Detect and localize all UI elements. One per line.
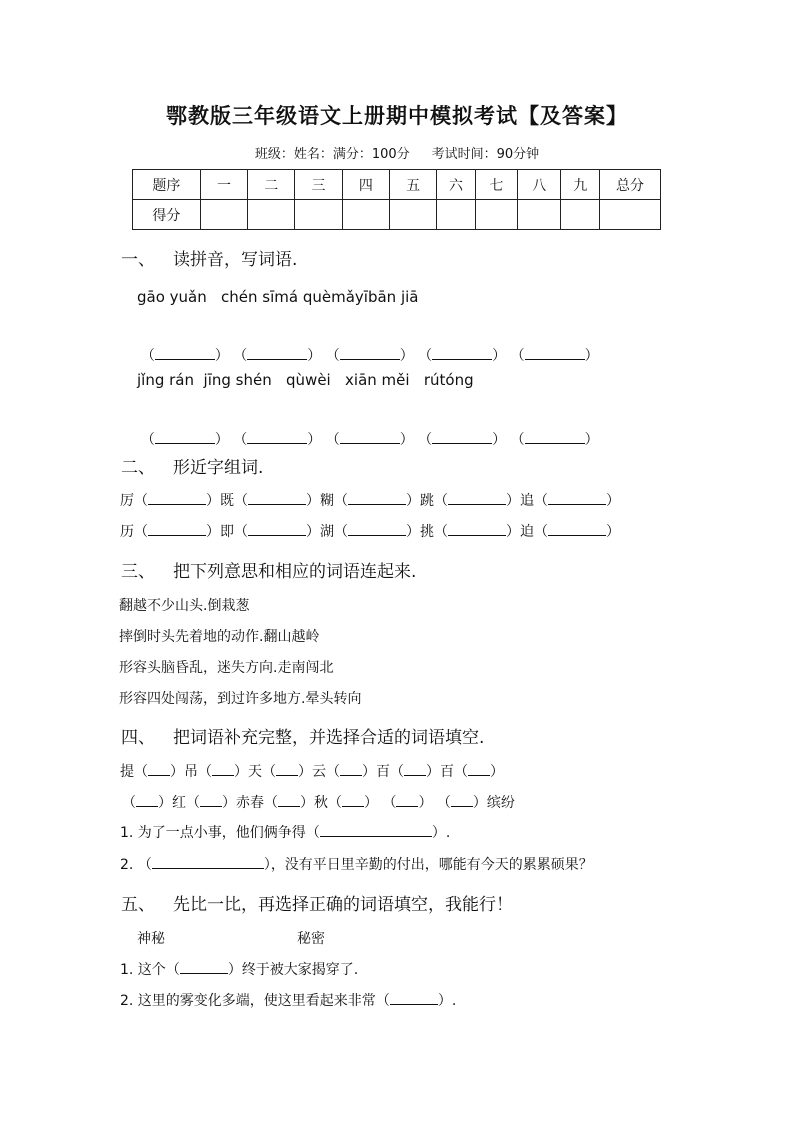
pinyin-row-1: gāo yuǎn chén sīmá quèmǎyībān jiā bbox=[137, 288, 419, 306]
char: 云 bbox=[312, 764, 326, 780]
answer-blank[interactable]: （ ） bbox=[434, 493, 520, 509]
question-text: 2. bbox=[120, 857, 134, 873]
answer-blank[interactable]: （ ） bbox=[390, 764, 440, 780]
answer-blank[interactable]: （ ） bbox=[134, 764, 184, 780]
char: 百 bbox=[440, 764, 454, 780]
char: 即 bbox=[220, 524, 234, 540]
char-row-1 bbox=[120, 490, 620, 510]
char: 既 bbox=[220, 493, 234, 509]
score-cell[interactable] bbox=[437, 200, 475, 230]
score-cell[interactable] bbox=[248, 200, 295, 230]
question-text: . bbox=[445, 825, 451, 841]
answer-blank[interactable]: （ ） bbox=[334, 524, 420, 540]
score-table-score-row bbox=[133, 200, 661, 230]
score-cell[interactable] bbox=[475, 200, 517, 230]
matching-line: 摔倒时头先着地的动作.翻山越岭 bbox=[119, 629, 320, 645]
score-cell[interactable] bbox=[561, 200, 599, 230]
choice-question-1 bbox=[120, 959, 358, 979]
fill-question-1 bbox=[120, 822, 450, 842]
pinyin-row-2: jǐng rán jīng shén qùwèi xiān měi rútóng bbox=[137, 371, 474, 389]
question-text: 1. 为了一点小事，他们俩争得 bbox=[120, 825, 306, 841]
answer-blank[interactable]: （ ） bbox=[234, 524, 320, 540]
score-header-cell: 总分 bbox=[599, 170, 660, 200]
answer-blank[interactable]: （ ） bbox=[334, 493, 420, 509]
score-row-label: 得分 bbox=[133, 200, 201, 230]
question-text: 2. 这里的雾变化多端，使这里看起来非常 bbox=[120, 993, 376, 1009]
answer-blank[interactable]: （ ） bbox=[375, 993, 452, 1009]
answer-blank[interactable]: （ ） bbox=[510, 348, 599, 364]
answer-blank[interactable]: （ ） bbox=[140, 432, 229, 448]
char: 缤纷 bbox=[486, 795, 515, 811]
answer-blank[interactable]: （ ） bbox=[122, 795, 172, 811]
score-header-cell: 题序 bbox=[133, 170, 201, 200]
section-number: 四、 bbox=[121, 728, 155, 748]
page-title: 鄂教版三年级语文上册期中模拟考试【及答案】 bbox=[166, 103, 628, 128]
score-cell[interactable] bbox=[295, 200, 342, 230]
score-header-cell: 六 bbox=[437, 170, 475, 200]
matching-line: 翻越不少山头.倒栽葱 bbox=[119, 598, 250, 614]
section-number: 三、 bbox=[121, 562, 155, 582]
answer-blank[interactable]: （ ） bbox=[454, 764, 504, 780]
char: 赤春 bbox=[236, 795, 264, 811]
matching-line: 形容四处闯荡，到过许多地方.晕头转向 bbox=[119, 691, 362, 707]
section-5-heading bbox=[121, 890, 513, 915]
score-header-cell: 二 bbox=[248, 170, 295, 200]
section-number: 五、 bbox=[121, 895, 155, 915]
matching-line: 形容头脑昏乱，迷失方向.走南闯北 bbox=[119, 660, 334, 676]
char: 天 bbox=[248, 764, 262, 780]
char: 红 bbox=[172, 795, 186, 811]
fill-question-2 bbox=[120, 854, 593, 874]
answer-blank[interactable]: （ ） bbox=[328, 795, 378, 811]
answer-blank[interactable]: （ ） bbox=[262, 764, 312, 780]
answer-blank[interactable]: （ ） bbox=[434, 524, 520, 540]
answer-blank[interactable]: （ ） bbox=[510, 432, 599, 448]
score-header-cell: 一 bbox=[200, 170, 247, 200]
answer-blank[interactable]: （ ） bbox=[418, 348, 507, 364]
score-table bbox=[132, 169, 661, 230]
question-text: . bbox=[451, 993, 457, 1009]
score-cell[interactable] bbox=[389, 200, 436, 230]
answer-blank[interactable]: （ ） bbox=[140, 348, 229, 364]
word-choice-1: 神秘 bbox=[137, 931, 165, 947]
word-choice-2: 秘密 bbox=[297, 931, 325, 947]
char: 百 bbox=[376, 764, 390, 780]
section-number: 二、 bbox=[121, 458, 155, 478]
score-header-cell: 四 bbox=[342, 170, 389, 200]
score-cell[interactable] bbox=[342, 200, 389, 230]
score-cell[interactable] bbox=[200, 200, 247, 230]
idiom-row-2 bbox=[122, 792, 515, 812]
score-header-cell: 九 bbox=[561, 170, 599, 200]
question-text: 1. 这个 bbox=[120, 962, 166, 978]
section-1-heading bbox=[121, 245, 297, 270]
answer-blank[interactable]: （ ） bbox=[325, 348, 414, 364]
answer-blank[interactable]: （ ） bbox=[534, 524, 620, 540]
score-cell[interactable] bbox=[518, 200, 561, 230]
answer-blank[interactable]: （ ） bbox=[418, 432, 507, 448]
answer-blank[interactable]: （ ） bbox=[233, 432, 322, 448]
section-title: 先比一比，再选择正确的词语填空，我能行！ bbox=[173, 895, 513, 915]
answer-blank[interactable]: （ ） bbox=[186, 795, 236, 811]
char: 追 bbox=[520, 493, 534, 509]
class-name-score-info: 班级：姓名：满分：100分 bbox=[254, 147, 410, 162]
question-text: 终于被大家揭穿了. bbox=[241, 962, 359, 978]
answer-blank[interactable]: （ ） bbox=[234, 493, 320, 509]
section-number: 一、 bbox=[121, 250, 155, 270]
answer-blank[interactable]: （ ） bbox=[137, 857, 271, 873]
char: 吊 bbox=[184, 764, 198, 780]
answer-blank[interactable]: （ ） bbox=[165, 962, 242, 978]
answer-blank[interactable]: （ ） bbox=[233, 348, 322, 364]
answer-blank[interactable]: （ ） bbox=[134, 493, 220, 509]
answer-blank[interactable]: （ ） bbox=[325, 432, 414, 448]
score-header-cell: 七 bbox=[475, 170, 517, 200]
char: 挑 bbox=[420, 524, 434, 540]
answer-blank[interactable]: （ ） bbox=[436, 795, 487, 811]
score-table-header-row bbox=[133, 170, 661, 200]
score-header-cell: 八 bbox=[518, 170, 561, 200]
section-title: 形近字组词. bbox=[173, 458, 264, 478]
answer-blank[interactable]: （ ） bbox=[134, 524, 220, 540]
char: 湖 bbox=[320, 524, 334, 540]
char: 历 bbox=[120, 524, 134, 540]
answer-blank[interactable]: （ ） bbox=[305, 825, 446, 841]
answer-blank[interactable]: （ ） bbox=[534, 493, 620, 509]
char: 糊 bbox=[320, 493, 334, 509]
char: 秋 bbox=[314, 795, 328, 811]
section-3-heading bbox=[121, 557, 416, 582]
section-2-heading bbox=[121, 453, 263, 478]
idiom-row-1 bbox=[120, 761, 504, 781]
section-title: 把词语补充完整，并选择合适的词语填空. bbox=[173, 728, 485, 748]
section-title: 读拼音，写词语. bbox=[173, 250, 298, 270]
char: 迫 bbox=[520, 524, 534, 540]
answer-blank[interactable]: （ ） bbox=[382, 795, 433, 811]
choice-question-2 bbox=[120, 990, 456, 1010]
answer-blank[interactable]: （ ） bbox=[264, 795, 314, 811]
char: 厉 bbox=[120, 493, 134, 509]
score-header-cell: 三 bbox=[295, 170, 342, 200]
score-header-cell: 五 bbox=[389, 170, 436, 200]
char-row-2 bbox=[120, 521, 620, 541]
section-4-heading bbox=[121, 723, 484, 748]
score-cell[interactable] bbox=[599, 200, 660, 230]
exam-info bbox=[0, 143, 794, 162]
answer-blank[interactable]: （ ） bbox=[198, 764, 248, 780]
exam-time-info: 考试时间：90分钟 bbox=[431, 147, 540, 162]
section-title: 把下列意思和相应的词语连起来. bbox=[173, 562, 417, 582]
char: 跳 bbox=[420, 493, 434, 509]
char: 提 bbox=[120, 764, 134, 780]
answer-blank[interactable]: （ ） bbox=[326, 764, 376, 780]
question-text: ，没有平日里辛勤的付出，哪能有今天的累累硕果？ bbox=[270, 857, 593, 873]
